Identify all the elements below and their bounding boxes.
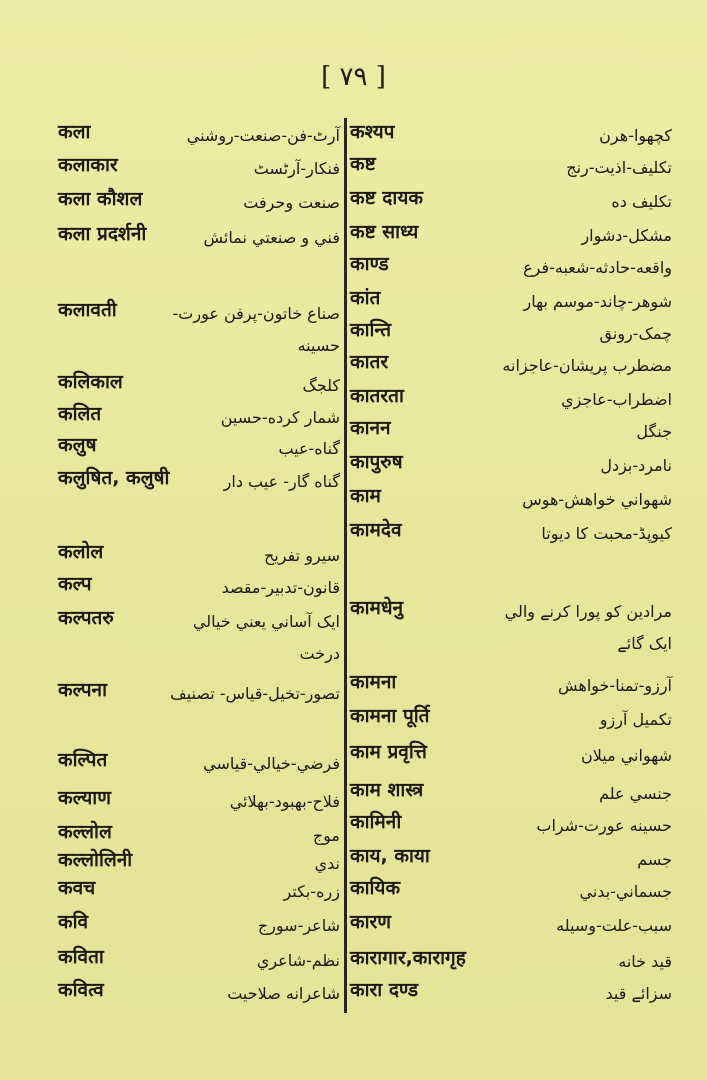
hindi-headword: कष्ट दायक [350,187,423,209]
hindi-headword: कलुषित, कलुषी [58,467,170,489]
urdu-meaning: مشكل-دشوار [581,226,672,245]
urdu-meaning: چمک-رونق [599,324,672,343]
hindi-headword: कश्यप [350,121,395,143]
urdu-meaning: حسينه عورت-شراب [536,816,672,835]
hindi-headword: कवि [58,911,89,933]
urdu-meaning: ايک آساني يعني خيالي درخت [192,612,340,663]
hindi-headword: कल्प [58,573,92,595]
urdu-meaning: شهواني ميلان [580,746,672,765]
hindi-headword: काम शास्त्र [350,779,424,801]
urdu-meaning: قيد خانه [618,952,672,971]
hindi-headword: कामदेव [350,519,402,541]
hindi-headword: कामिनी [350,811,402,833]
urdu-meaning: گناه-عيب [278,439,340,458]
urdu-meaning: نامرد-بزدل [600,456,672,475]
urdu-meaning: واقعه-حادثه-شعبه-فرع [523,258,672,277]
urdu-meaning: آرٹ-فن-صنعت-روشني [186,126,340,145]
urdu-meaning: جسم [637,850,672,869]
hindi-headword: कायिक [350,877,401,899]
urdu-meaning: شهواني خواهش-هوس [522,490,672,509]
hindi-headword: कल्याण [58,787,111,809]
hindi-headword: कल्लोल [58,821,112,843]
urdu-meaning: شمار كرده-حسين [220,408,340,427]
urdu-meaning: قانون-تدبير-مقصد [221,578,340,597]
urdu-meaning: شاعر-سورج [257,916,340,935]
hindi-headword: कांत [350,287,381,309]
urdu-meaning: تكليف ده [611,192,672,211]
urdu-meaning: اضطراب-عاجزي [561,390,672,409]
urdu-meaning: تكليف-اذيت-رنج [566,158,672,177]
urdu-meaning: كلجگ [302,376,340,395]
hindi-headword: कलाकार [58,154,118,176]
hindi-headword: कल्लोलिनी [58,849,133,871]
urdu-meaning: موج [312,826,340,845]
hindi-headword: कला प्रदर्शनी [58,223,147,245]
urdu-meaning: شاعرانه صلاحيت [227,984,340,1003]
hindi-headword: कामना [350,671,397,693]
hindi-headword: कला कौशल [58,188,143,210]
hindi-headword: कष्ट [350,153,376,175]
hindi-headword: कान्ति [350,319,392,341]
urdu-meaning: گناه گار- عيب دار [223,472,340,491]
hindi-headword: कवित्व [58,979,104,1001]
hindi-headword: काम [350,485,381,507]
urdu-meaning: كچهوا-هرن [599,126,672,145]
page-number: [ ۷۹ ] [321,62,386,92]
hindi-headword: कवच [58,877,96,899]
hindi-headword: कानन [350,417,391,439]
hindi-headword: कलोल [58,541,104,563]
hindi-headword: कातरता [350,385,404,407]
hindi-headword: काय, काया [350,845,430,867]
urdu-meaning: مرادين كو پورا كرنے والي ايک گائے [504,602,672,653]
urdu-meaning: جنگل [636,422,672,441]
hindi-headword: कल्पित [58,749,108,771]
urdu-meaning: آرزو-تمنا-خواهش [557,676,672,695]
hindi-headword: कलिकाल [58,371,123,393]
hindi-headword: कापुरुष [350,451,403,473]
hindi-headword: कष्ट साध्य [350,221,419,243]
urdu-meaning: فني و صنعتي نمائش [203,228,340,247]
urdu-meaning: جسماني-بدني [579,882,672,901]
urdu-meaning: سبب-علت-وسيله [556,916,672,935]
urdu-meaning: ندي [314,854,340,873]
urdu-meaning: فرضي-خيالي-قياسي [203,754,340,773]
hindi-headword: कामधेनु [350,597,404,619]
hindi-headword: कला [58,121,91,143]
urdu-meaning: نظم-شاعري [256,951,340,970]
urdu-meaning: صنعت وحرفت [243,193,340,212]
urdu-meaning: تصور-تخيل-قياس- تصنيف [170,684,340,703]
urdu-meaning: شوهر-چاند-موسم بهار [523,292,672,311]
hindi-headword: कल्पना [58,679,108,701]
column-divider [344,118,347,1013]
hindi-headword: काम प्रवृत्ति [350,741,427,763]
urdu-meaning: سزائے قيد [605,984,672,1003]
hindi-headword: कलुष [58,434,97,456]
hindi-headword: कामना पूर्ति [350,705,430,727]
urdu-meaning: كيوپڈ-محبت كا ديوتا [541,524,672,543]
hindi-headword: कातर [350,351,389,373]
hindi-headword: कल्पतरु [58,607,114,629]
urdu-meaning: تكميل آرزو [599,710,672,729]
hindi-headword: कलित [58,403,102,425]
hindi-headword: काण्ड [350,253,389,275]
urdu-meaning: صناع خاتون-پرفن عورت-حسينه [172,304,340,355]
hindi-headword: कारा दण्ड [350,979,419,1001]
urdu-meaning: فنكار-آرٹسٹ [253,159,340,178]
urdu-meaning: زره-بكتر [283,882,340,901]
urdu-meaning: فلاح-بهبود-بهلائي [229,792,340,811]
hindi-headword: कविता [58,946,104,968]
urdu-meaning: جنسي علم [599,784,672,803]
urdu-meaning: سيرو تفريح [263,546,340,565]
urdu-meaning: مضطرب پريشان-عاجزانه [502,356,672,375]
hindi-headword: कलावती [58,299,117,321]
hindi-headword: कारण [350,911,392,933]
hindi-headword: कारागार,कारागृह [350,947,466,969]
